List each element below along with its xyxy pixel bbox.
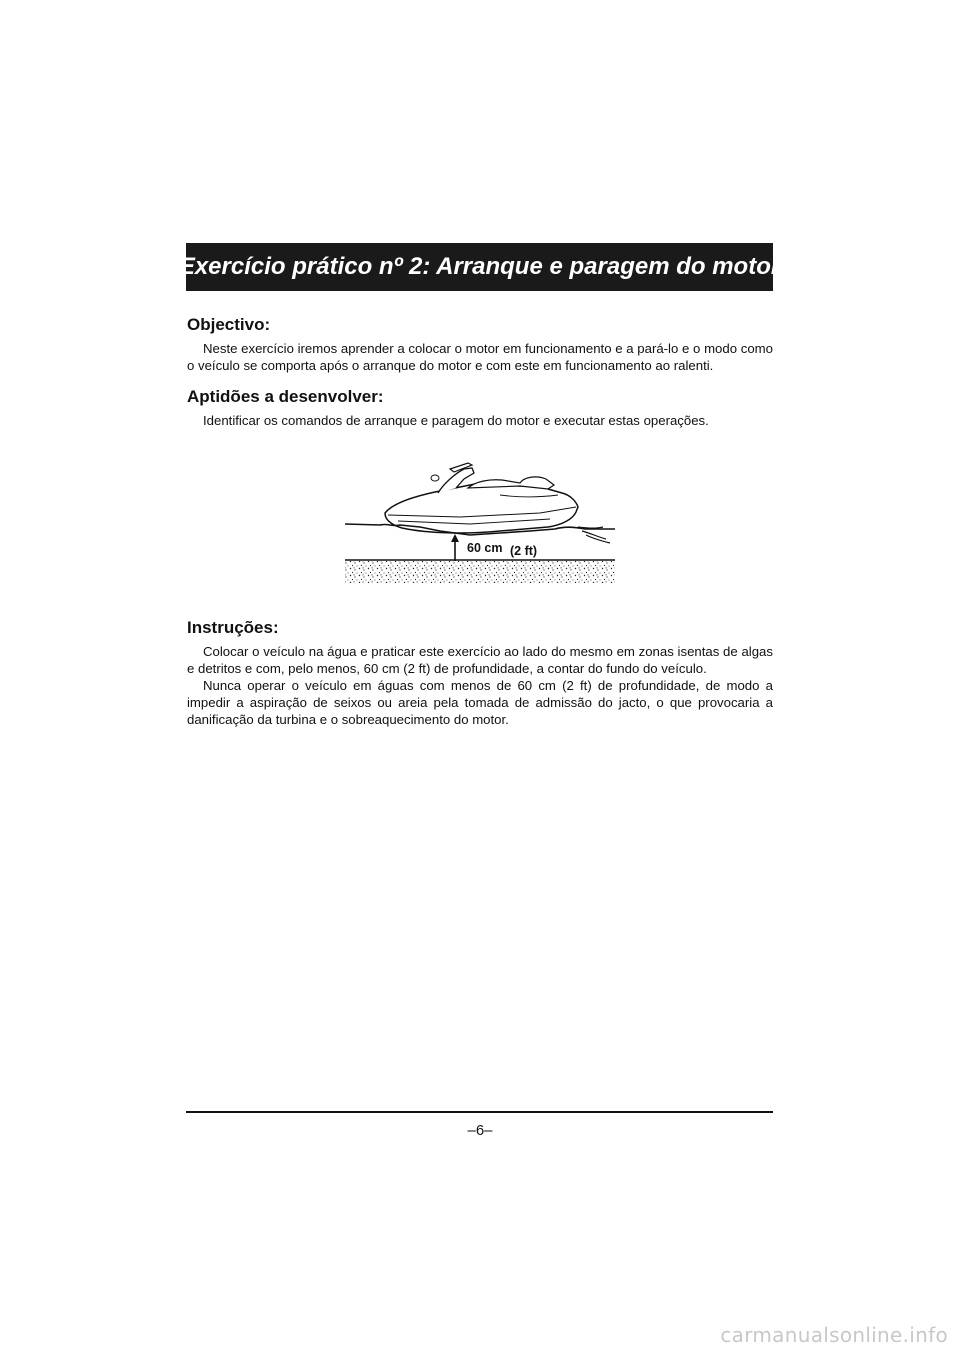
skills-text: Identificar os comandos de arranque e paragem do motor e executar estas operações. (203, 413, 709, 428)
footer-divider (186, 1111, 773, 1113)
depth-metric-label: 60 cm (467, 541, 503, 555)
watercraft-illustration (340, 455, 620, 585)
instructions-paragraph-1: Colocar o veículo na água e praticar este exercício ao lado do mesmo em zonas isentas de algas e detritos e com, pelo menos, 60 cm (2 ft) de profundidade, a contar do fundo do veículo. (187, 644, 773, 676)
watercraft-depth-figure (340, 455, 620, 585)
instructions-paragraph-2: Nunca operar o veículo em águas com menos de 60 cm (2 ft) de profundidade, de modo a impedir a aspiração de seixos ou areia pela tomada de admissão do jacto, o que provocaria a danificação da turbina e o sobreaquecimento do motor. (187, 678, 773, 727)
objective-text: Neste exercício iremos aprender a colocar o motor em funcionamento e a pará-lo e o modo como o veículo se comporta após o arranque do motor e com este em funcionamento ao ralenti. (187, 341, 773, 373)
depth-imperial-label: (2 ft) (510, 544, 538, 558)
objective-section (187, 315, 773, 374)
watermark-text: carmanualsonline.info (720, 1323, 948, 1347)
page-title-bar (178, 243, 781, 291)
objective-heading: Objectivo: (187, 315, 271, 334)
skills-heading: Aptidões a desenvolver: (187, 387, 384, 406)
skills-section (187, 387, 773, 429)
page-title: Exercício prático nº 2: Arranque e paragem do motor (178, 253, 781, 280)
instructions-heading: Instruções: (187, 618, 279, 637)
page-number: –6– (467, 1122, 493, 1139)
instructions-section (187, 618, 773, 728)
